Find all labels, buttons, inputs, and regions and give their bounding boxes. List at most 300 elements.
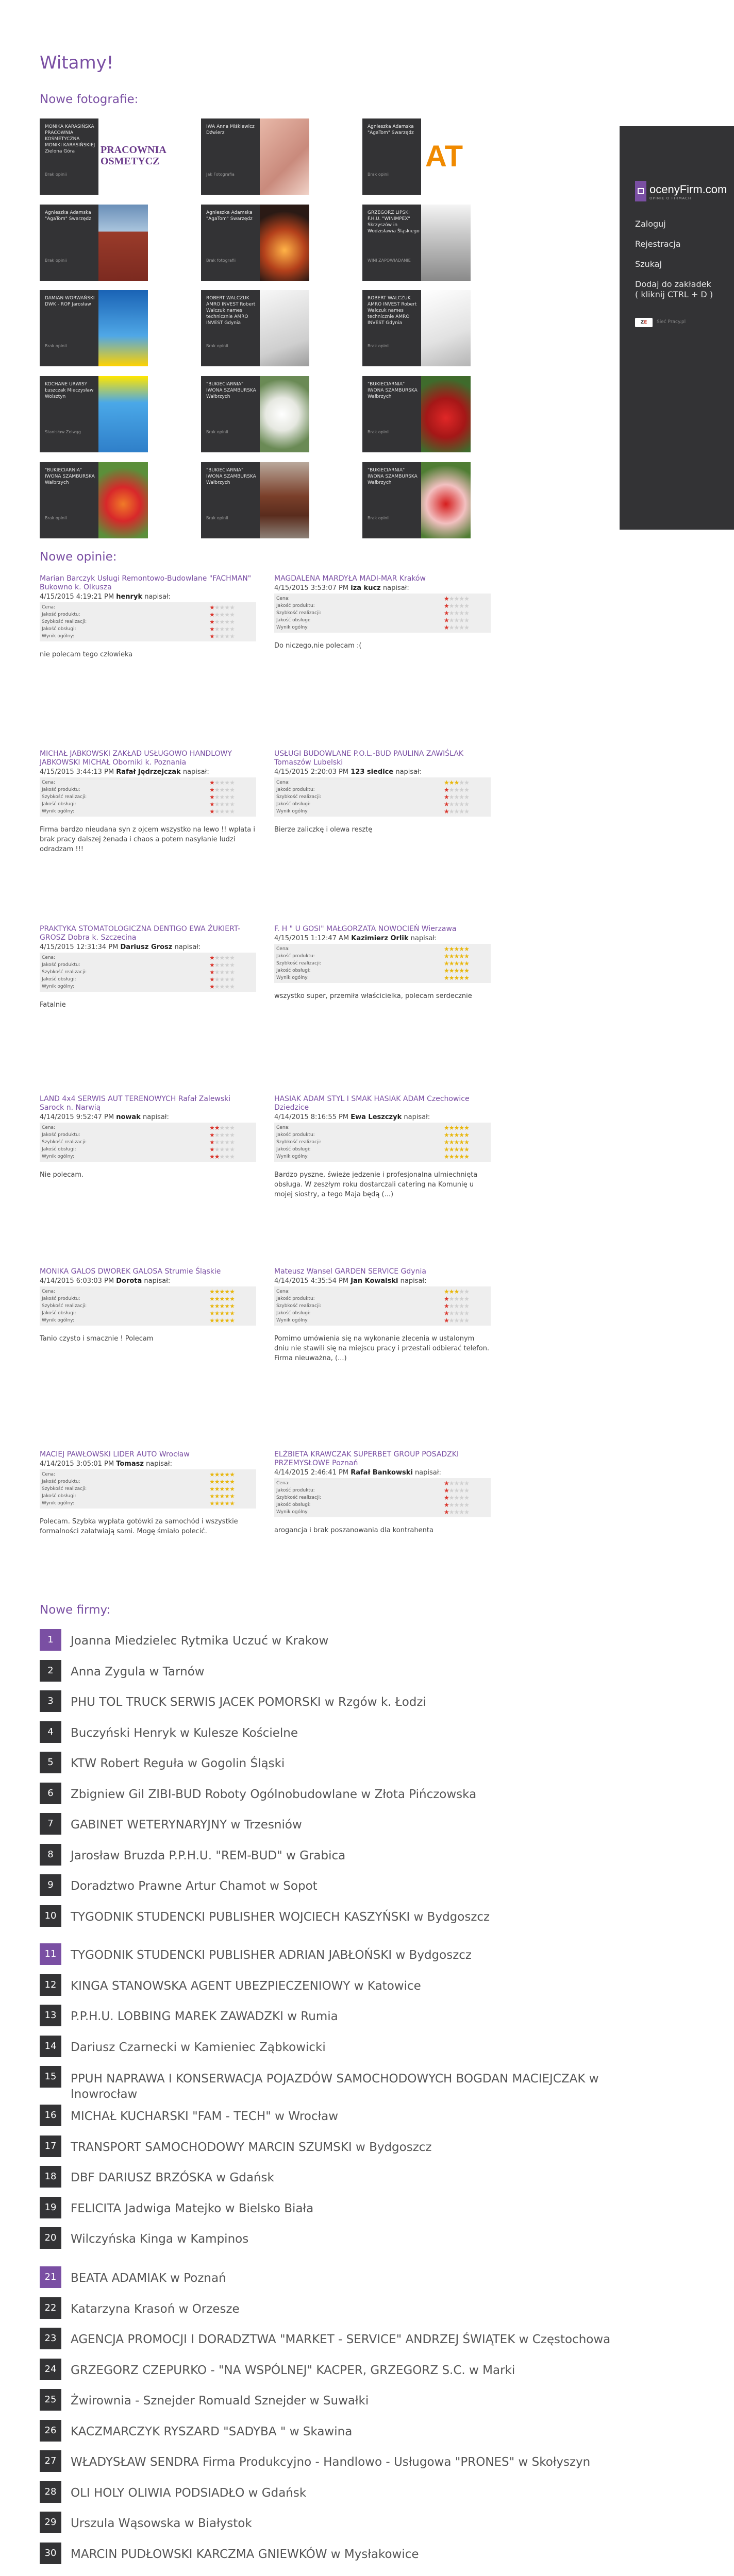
- review-item: [40, 750, 256, 854]
- rating-row: [276, 801, 491, 808]
- review-text: Fatalnie: [40, 1001, 66, 1009]
- photo-thumbnail[interactable]: [98, 290, 148, 366]
- firm-name-link[interactable]: Zbigniew Gil ZIBI-BUD Roboty Ogólnobudowlane w Złota Pińczowska: [71, 1788, 477, 1801]
- firm-list-item[interactable]: [40, 2136, 607, 2157]
- firm-name-link[interactable]: P.P.H.U. LOBBING MAREK ZAWADZKI w Rumia: [71, 2010, 338, 2023]
- review-company-link[interactable]: F. H " U GOSI" MAŁGORZATA NOWOCIEŃ Wierzawa: [274, 925, 457, 933]
- rating-label: Cena:: [42, 1472, 56, 1477]
- review-date: 4/14/2015 2:46:41 PM: [274, 1469, 351, 1477]
- review-author: Tomasz: [116, 1460, 144, 1468]
- star-rating-icon: ★★★★★: [209, 1478, 235, 1485]
- review-date: 4/14/2015 8:16:55 PM: [274, 1113, 351, 1121]
- firm-number-badge: 21: [40, 2266, 61, 2288]
- rating-row: [42, 779, 256, 786]
- firm-list-item[interactable]: [40, 2227, 607, 2249]
- firm-number-badge: 11: [40, 1943, 61, 1965]
- firm-number-badge: 2: [40, 1660, 61, 1682]
- review-company-link[interactable]: MAGDALENA MARDYŁA MADI-MAR Kraków: [274, 574, 426, 583]
- rating-row: [276, 602, 491, 609]
- review-item: [40, 1095, 256, 1180]
- review-suffix: napisał:: [408, 935, 437, 942]
- rating-label: Szybkość realizacji:: [276, 794, 322, 800]
- logo-text: ocenyFirm.com: [649, 183, 727, 196]
- photo-card-company: ROBERT WALCZUK AMRO INVEST Robert Walczuk names technicznie AMRO INVEST Gdynia: [368, 296, 417, 326]
- star-rating-icon: ★★★★★: [209, 1153, 235, 1160]
- review-company-link[interactable]: Marian Barczyk Usługi Remontowo-Budowlane "FACHMAN" Bukowno k. Olkusza: [40, 574, 252, 591]
- star-rating-icon: ★★★★★: [209, 618, 235, 625]
- rating-label: Wynik ogólny:: [276, 625, 309, 630]
- review-suffix: napisał:: [140, 1113, 169, 1121]
- firm-name-link[interactable]: Jarosław Bruzda P.P.H.U. "REM-BUD" w Grabica: [71, 1849, 346, 1862]
- photo-thumbnail[interactable]: [98, 462, 148, 538]
- firm-name-link[interactable]: Katarzyna Krasoń w Orzesze: [71, 2302, 240, 2316]
- star-rating-icon: ★★★★★: [209, 1310, 235, 1317]
- photo-card[interactable]: [362, 462, 471, 538]
- review-text: Nie polecam.: [40, 1171, 84, 1179]
- rating-row: [42, 625, 256, 633]
- firm-list-item[interactable]: [40, 2450, 607, 2472]
- firm-number-badge: 6: [40, 1783, 61, 1804]
- firm-number-badge: 20: [40, 2227, 61, 2249]
- firm-number-badge: 17: [40, 2136, 61, 2157]
- rating-row: [276, 945, 491, 953]
- rating-row: [42, 1493, 256, 1500]
- photo-card[interactable]: [362, 118, 471, 195]
- review-meta: [40, 592, 256, 601]
- rating-label: Wynik ogólny:: [42, 984, 74, 989]
- photo-card-company: Agnieszka Adamska "AgaTom" Swarzędz: [45, 210, 91, 222]
- rating-label: Szybkość realizacji:: [276, 1303, 322, 1309]
- firm-name-link[interactable]: FELICITA Jadwiga Matejko w Bielsko Biała: [71, 2202, 314, 2215]
- star-rating-icon: ★★★★★: [444, 960, 469, 967]
- rating-label: Jakość produktu:: [276, 1488, 315, 1493]
- review-text: Do niczego,nie polecam :(: [274, 642, 362, 650]
- rating-label: Jakość obsługi:: [276, 1502, 311, 1507]
- review-text: Bierze zaliczkę i olewa resztę: [274, 826, 373, 834]
- firm-list-item[interactable]: [40, 1813, 607, 1835]
- photo-card-status: Brak opinii: [45, 258, 67, 263]
- firm-list-item[interactable]: [40, 2359, 607, 2380]
- welcome-heading: Witamy!: [40, 53, 114, 73]
- sidebar-item-search[interactable]: Szukaj: [635, 259, 662, 269]
- star-rating-icon: ★★★★★: [444, 808, 469, 815]
- photo-card-company: Agnieszka Adamska "AgaTom" Swarzędz: [206, 210, 253, 222]
- review-author: Rafał Bankowski: [351, 1469, 413, 1477]
- firm-list-item[interactable]: [40, 2512, 607, 2533]
- review-text: wszystko super, przemiła właścicielka, polecam serdecznie: [274, 992, 472, 1000]
- firm-name-link[interactable]: PPUH NAPRAWA I KONSERWACJA POJAZDÓW SAMOCHODOWYCH BOGDAN MACIEJCZAK w Inowrocław: [71, 2072, 599, 2101]
- review-meta: [40, 1113, 256, 1122]
- firm-name-link[interactable]: Dariusz Czarnecki w Kamieniec Ząbkowicki: [71, 2041, 326, 2054]
- firm-list-item[interactable]: [40, 1905, 607, 1927]
- rating-row: [42, 1139, 256, 1146]
- photo-thumbnail[interactable]: [260, 376, 309, 452]
- rating-row: [42, 1153, 256, 1160]
- rating-label: Jakość produktu:: [276, 1296, 315, 1301]
- photo-thumbnail[interactable]: [260, 462, 309, 538]
- photo-card[interactable]: [201, 376, 309, 452]
- star-rating-icon: ★★★★★: [444, 1494, 469, 1501]
- rating-label: Cena:: [42, 955, 56, 960]
- photo-card-company: GRZEGORZ LIPSKI F.H.U. "WINIMPEX" Skrzyszów in Wodzisławia Śląskiego: [368, 210, 420, 234]
- review-item: [274, 1267, 491, 1363]
- rating-label: Jakość obsługi:: [42, 802, 76, 807]
- rating-label: Jakość obsługi:: [42, 1147, 76, 1152]
- firm-list-item[interactable]: [40, 1974, 607, 1996]
- star-rating-icon: ★★★★★: [209, 1288, 235, 1295]
- firm-list-item[interactable]: [40, 2005, 607, 2026]
- rating-row: [42, 1310, 256, 1317]
- review-author: Dorota: [116, 1277, 142, 1285]
- review-company-link[interactable]: MONIKA GALOS DWOREK GALOSA Strumie Śląskie: [40, 1267, 221, 1276]
- sidebar-item-login[interactable]: Zaloguj: [635, 219, 666, 229]
- firm-name-link[interactable]: GRZEGORZ CZEPURKO - "NA WSPÓLNEJ" KACPER, GRZEGORZ S.C. w Marki: [71, 2364, 515, 2377]
- firm-name-link[interactable]: Buczyński Henryk w Kulesze Kościelne: [71, 1726, 298, 1740]
- review-suffix: napisał:: [180, 768, 209, 776]
- photo-thumbnail[interactable]: [98, 376, 148, 452]
- rating-label: Cena:: [276, 1289, 290, 1294]
- firms-section-title: Nowe firmy:: [40, 1603, 111, 1617]
- photo-thumbnail[interactable]: [421, 205, 471, 281]
- review-company-link[interactable]: PRAKTYKA STOMATOLOGICZNA DENTIGO EWA ŻUKIERT-GROSZ Dobra k. Szczecina: [40, 925, 241, 942]
- firm-name-link[interactable]: Doradztwo Prawne Artur Chamot w Sopot: [71, 1879, 318, 1893]
- rating-row: [42, 1471, 256, 1478]
- firm-list-item[interactable]: [40, 2297, 607, 2319]
- firm-number-badge: 23: [40, 2328, 61, 2349]
- rating-row: [42, 1500, 256, 1507]
- review-item: [40, 1267, 256, 1344]
- photo-card-status: Brak opinii: [368, 172, 390, 177]
- review-date: 4/15/2015 1:12:47 AM: [274, 935, 352, 942]
- rating-row: [42, 1288, 256, 1295]
- firm-list-item[interactable]: [40, 2389, 607, 2411]
- review-company-link[interactable]: USŁUGI BUDOWLANE P.O.L.-BUD PAULINA ZAWIŚLAK Tomaszów Lubelski: [274, 750, 464, 767]
- rating-label: Wynik ogólny:: [276, 1154, 309, 1159]
- rating-row: [276, 1487, 491, 1494]
- review-company-link[interactable]: MICHAŁ JABKOWSKI ZAKŁAD USŁUGOWO HANDLOWY JABKOWSKI MICHAŁ Oborniki k. Poznania: [40, 750, 232, 767]
- review-author: Jan Kowalski: [351, 1277, 398, 1285]
- rating-label: Jakość obsługi:: [42, 977, 76, 982]
- firm-name-link[interactable]: TYGODNIK STUDENCKI PUBLISHER WOJCIECH KASZYŃSKI w Bydgoszcz: [71, 1910, 490, 1924]
- rating-label: Szybkość realizacji:: [42, 1140, 87, 1145]
- review-item: [40, 574, 256, 659]
- star-rating-icon: ★★★★★: [209, 1146, 235, 1153]
- firm-list-item[interactable]: [40, 1874, 607, 1896]
- rating-label: Jakość produktu:: [276, 787, 315, 792]
- review-suffix: napisał:: [172, 943, 201, 951]
- firm-name-link[interactable]: DBF DARIUSZ BRZÓSKA w Gdańsk: [71, 2171, 274, 2184]
- star-rating-icon: ★★★★★: [444, 801, 469, 808]
- firm-name-link[interactable]: Joanna Miedzielec Rytmika Uczuć w Krakow: [71, 1634, 329, 1648]
- firm-number-badge: 13: [40, 2005, 61, 2026]
- firm-name-link[interactable]: KTW Robert Reguła w Gogolin Śląski: [71, 1757, 285, 1770]
- review-date: 4/15/2015 2:20:03 PM: [274, 768, 351, 776]
- review-meta: [40, 1277, 256, 1285]
- photo-thumbnail[interactable]: PRACOWNIA OSMETYCZ: [98, 118, 148, 195]
- star-rating-icon: ★★★★★: [444, 974, 469, 981]
- photo-card[interactable]: [40, 205, 148, 281]
- firm-number-badge: 24: [40, 2359, 61, 2380]
- rating-row: [42, 1478, 256, 1485]
- review-meta: [40, 943, 256, 952]
- photo-card[interactable]: [362, 205, 471, 281]
- sidebar-menu: [635, 219, 713, 310]
- photo-thumbnail[interactable]: [260, 118, 309, 195]
- firm-name-link[interactable]: AGENCJA PROMOCJI I DORADZTWA "MARKET - SERVICE" ANDRZEJ ŚWIĄTEK w Częstochowa: [71, 2333, 611, 2346]
- firm-number-badge: 4: [40, 1721, 61, 1743]
- photo-card-status: Brak opinii: [45, 344, 67, 348]
- rating-label: Cena:: [276, 946, 290, 952]
- star-rating-icon: ★★★★★: [209, 1131, 235, 1139]
- rating-row: [276, 1480, 491, 1487]
- review-company-link[interactable]: ELŻBIETA KRAWCZAK SUPERBET GROUP POSADZKI PRZEMYSŁOWE Poznań: [274, 1450, 459, 1467]
- review-item: [274, 1450, 491, 1535]
- rating-label: Cena:: [276, 780, 290, 785]
- firm-list-item[interactable]: [40, 1660, 607, 1682]
- star-rating-icon: ★★★★★: [209, 1302, 235, 1310]
- rating-row: [42, 801, 256, 808]
- star-rating-icon: ★★★★★: [209, 969, 235, 976]
- review-company-link[interactable]: LAND 4x4 SERWIS AUT TERENOWYCH Rafał Zalewski Sarock n. Narwią: [40, 1095, 231, 1112]
- rating-label: Cena:: [42, 780, 56, 785]
- review-item: [274, 574, 491, 651]
- rating-label: Jakość obsługi:: [276, 968, 311, 973]
- review-author: Ewa Leszczyk: [351, 1113, 402, 1121]
- star-rating-icon: ★★★★★: [209, 1485, 235, 1493]
- firm-number-badge: 18: [40, 2166, 61, 2188]
- review-author: henryk: [116, 593, 143, 601]
- photo-card-company: IWA Anna Miśkiewicz Dźwierz: [206, 124, 255, 135]
- star-rating-icon: ★★★★★: [444, 945, 469, 953]
- rating-row: [42, 954, 256, 961]
- photo-card[interactable]: [201, 462, 309, 538]
- rating-box: [40, 602, 256, 641]
- firm-number-badge: 15: [40, 2066, 61, 2088]
- rating-row: [42, 983, 256, 990]
- rating-label: Cena:: [276, 1125, 290, 1130]
- star-rating-icon: ★★★★★: [444, 609, 469, 617]
- rating-row: [276, 617, 491, 624]
- review-date: 4/15/2015 3:44:13 PM: [40, 768, 116, 776]
- rating-label: Jakość obsługi:: [276, 618, 311, 623]
- photo-thumbnail[interactable]: [421, 462, 471, 538]
- rating-box: [274, 1478, 491, 1517]
- firm-name-link[interactable]: Wilczyńska Kinga w Kampinos: [71, 2232, 249, 2246]
- review-suffix: napisał:: [402, 1113, 430, 1121]
- star-rating-icon: ★★★★★: [209, 779, 235, 786]
- rating-label: Jakość produktu:: [42, 787, 80, 792]
- rating-row: [276, 1317, 491, 1324]
- star-rating-icon: ★★★★★: [444, 1295, 469, 1302]
- star-rating-icon: ★★★★★: [209, 1139, 235, 1146]
- star-rating-icon: ★★★★★: [444, 1310, 469, 1317]
- rating-row: [42, 969, 256, 976]
- firm-list-item[interactable]: [40, 1721, 607, 1743]
- firm-list-item[interactable]: [40, 2197, 607, 2218]
- review-date: 4/14/2015 4:35:54 PM: [274, 1277, 351, 1285]
- photo-card-status: Brak opinii: [45, 172, 67, 177]
- firm-list-item[interactable]: [40, 2481, 607, 2503]
- star-rating-icon: ★★★★★: [444, 953, 469, 960]
- photo-card-company: KOCHANE URWISY Łuszczak Mieczysław Wolsztyn: [45, 382, 94, 399]
- firm-name-link[interactable]: KINGA STANOWSKA AGENT UBEZPIECZENIOWY w Katowice: [71, 1979, 421, 1993]
- rating-row: [276, 960, 491, 967]
- firm-list-item[interactable]: [40, 2105, 607, 2126]
- rating-box: [274, 1286, 491, 1326]
- photo-thumbnail[interactable]: [260, 290, 309, 366]
- firm-list-item[interactable]: [40, 2420, 607, 2442]
- firm-name-link[interactable]: OLI HOLY OLIWIA PODSIADŁO w Gdańsk: [71, 2486, 307, 2500]
- rating-row: [276, 967, 491, 974]
- photo-card[interactable]: [40, 376, 148, 452]
- photo-card[interactable]: [201, 205, 309, 281]
- photo-card[interactable]: [40, 118, 166, 195]
- photo-card[interactable]: [40, 290, 148, 366]
- reviews-section-title: Nowe opinie:: [40, 550, 117, 564]
- firm-number-badge: 19: [40, 2197, 61, 2218]
- review-meta: [274, 1113, 491, 1122]
- photo-card-company: MONIKA KARASIŃSKA PRACOWNIA KOSMETYCZNA MONIKI KARASIŃSKIEJ Zielona Góra: [45, 124, 95, 154]
- star-rating-icon: ★★★★★: [444, 793, 469, 801]
- firm-number-badge: 27: [40, 2450, 61, 2472]
- review-date: 4/15/2015 3:53:07 PM: [274, 584, 351, 592]
- photo-thumbnail[interactable]: [260, 205, 309, 281]
- firm-name-link[interactable]: TYGODNIK STUDENCKI PUBLISHER ADRIAN JABŁOŃSKI w Bydgoszcz: [71, 1948, 472, 1962]
- star-rating-icon: ★★★★★: [209, 1124, 235, 1131]
- firm-list-item[interactable]: [40, 2036, 607, 2057]
- review-meta: [274, 768, 491, 776]
- review-author: Kazimierz Orlik: [351, 935, 409, 942]
- star-rating-icon: ★★★★★: [209, 611, 235, 618]
- photo-card-status: Brak opinii: [45, 516, 67, 520]
- photo-card[interactable]: [201, 118, 309, 195]
- sidebar-item-register[interactable]: Rejestracja: [635, 239, 681, 249]
- review-text: arogancja i brak poszanowania dla kontrahenta: [274, 1527, 433, 1534]
- firm-number-badge: 9: [40, 1874, 61, 1896]
- star-rating-icon: ★★★★★: [209, 808, 235, 815]
- firm-list-item[interactable]: [40, 2328, 611, 2349]
- photo-card[interactable]: [362, 290, 471, 366]
- rating-row: [276, 786, 491, 793]
- rating-label: Szybkość realizacji:: [42, 1486, 87, 1492]
- firm-name-link[interactable]: KACZMARCZYK RYSZARD "SADYBA " w Skawina: [71, 2425, 353, 2438]
- star-rating-icon: ★★★★★: [444, 786, 469, 793]
- rating-row: [276, 1146, 491, 1153]
- rating-label: Szybkość realizacji:: [276, 611, 322, 616]
- review-company-link[interactable]: MACIEJ PAWŁOWSKI LIDER AUTO Wrocław: [40, 1450, 190, 1459]
- sidebar-item-bookmark[interactable]: Dodaj do zakładek: [635, 279, 711, 289]
- star-rating-icon: ★★★★★: [209, 1500, 235, 1507]
- firm-name-link[interactable]: Anna Zygula w Tarnów: [71, 1665, 205, 1679]
- star-rating-icon: ★★★★★: [444, 602, 469, 609]
- photo-card[interactable]: [40, 462, 148, 538]
- review-text: Bardzo pyszne, świeże jedzenie i profesjonalna ulmiechnięta obsługa. W zeszłym roku dostarczali catering na Komunię u mojej siostry, a tego Maja będą (...): [274, 1171, 478, 1198]
- review-text: nie polecam tego człowieka: [40, 651, 133, 658]
- review-meta: [274, 1468, 491, 1477]
- firm-name-link[interactable]: GABINET WETERYNARYJNY w Trzesniów: [71, 1818, 302, 1832]
- photo-thumbnail[interactable]: [421, 290, 471, 366]
- review-suffix: napisał:: [142, 593, 171, 601]
- review-author: 123 siedlce: [351, 768, 394, 776]
- review-author: iza kucz: [351, 584, 381, 592]
- star-rating-icon: ★★★★★: [444, 1139, 469, 1146]
- star-rating-icon: ★★★★★: [209, 625, 235, 633]
- firm-list-item[interactable]: [40, 1943, 607, 1965]
- rating-label: Jakość obsługi:: [276, 802, 311, 807]
- photo-card[interactable]: [201, 290, 309, 366]
- rating-label: Cena:: [42, 1125, 56, 1130]
- firm-list-item[interactable]: [40, 2066, 607, 2101]
- firm-name-link[interactable]: TRANSPORT SAMOCHODOWY MARCIN SZUMSKI w Bydgoszcz: [71, 2141, 432, 2154]
- review-date: 4/15/2015 12:31:34 PM: [40, 943, 121, 951]
- rating-row: [276, 793, 491, 801]
- rating-box: [274, 944, 491, 983]
- logo-subtitle: OPINIE O FIRMACH: [649, 196, 692, 200]
- review-item: [40, 1450, 256, 1536]
- firm-list-item[interactable]: [40, 2166, 607, 2188]
- firm-list-item[interactable]: [40, 1783, 607, 1804]
- firm-name-link[interactable]: Żwirownia - Sznejder Romuald Sznejder w Suwałki: [71, 2394, 369, 2408]
- photo-thumbnail[interactable]: [98, 205, 148, 281]
- firm-list-item[interactable]: [40, 1844, 607, 1866]
- rating-row: [42, 1317, 256, 1324]
- rating-label: Cena:: [42, 605, 56, 610]
- firm-list-item[interactable]: [40, 1629, 607, 1651]
- photo-thumbnail[interactable]: [421, 376, 471, 452]
- review-meta: [274, 1277, 491, 1285]
- rating-row: [276, 595, 491, 602]
- rating-row: [42, 611, 256, 618]
- rating-row: [276, 974, 491, 981]
- rating-label: Jakość obsługi:: [42, 1311, 76, 1316]
- firm-name-link[interactable]: Urszula Wąsowska w Białystok: [71, 2517, 252, 2530]
- firm-list-item[interactable]: [40, 2266, 607, 2288]
- photo-thumbnail[interactable]: AT: [421, 118, 471, 195]
- firm-name-link[interactable]: MICHAŁ KUCHARSKI "FAM - TECH" w Wrocław: [71, 2110, 339, 2123]
- firm-name-link[interactable]: BEATA ADAMIAK w Poznań: [71, 2272, 226, 2285]
- firm-name-link[interactable]: WŁADYSŁAW SENDRA Firma Produkcyjno - Handlowo - Usługowa "PRONES" w Skołyszyn: [71, 2455, 591, 2469]
- firm-name-link[interactable]: MARCIN PUDŁOWSKI KARCZMA GNIEWKÓW w Mysłakowice: [71, 2548, 419, 2561]
- star-rating-icon: ★★★★★: [209, 1295, 235, 1302]
- rating-label: Cena:: [42, 1289, 56, 1294]
- sidebar-item-bookmark-hint: ( kliknij CTRL + D ): [635, 290, 713, 299]
- star-rating-icon: ★★★★★: [209, 954, 235, 961]
- review-company-link[interactable]: HASIAK ADAM STYL I SMAK HASIAK ADAM Czechowice Dziedzice: [274, 1095, 470, 1112]
- photo-card-status: WINI ZAPOWIADANIE: [368, 258, 411, 263]
- photo-card-company: DAMIAN WORWAŃSKI DWK - ROP Jarosław: [45, 296, 95, 307]
- firm-list-item[interactable]: [40, 1752, 607, 1773]
- rating-label: Jakość produktu:: [276, 954, 315, 959]
- photo-card[interactable]: [362, 376, 471, 452]
- firm-list-item[interactable]: [40, 2543, 607, 2564]
- rating-row: [276, 1124, 491, 1131]
- partner-badge-icon: ZE: [635, 318, 653, 327]
- rating-row: [276, 1302, 491, 1310]
- rating-label: Cena:: [276, 1481, 290, 1486]
- rating-label: Jakość obsługi:: [276, 1311, 311, 1316]
- firm-name-link[interactable]: PHU TOL TRUCK SERWIS JACEK POMORSKI w Rzgów k. Łodzi: [71, 1696, 426, 1709]
- photo-card-company: ROBERT WALCZUK AMRO INVEST Robert Walczuk names technicznie AMRO INVEST Gdynia: [206, 296, 256, 326]
- rating-box: [274, 1123, 491, 1162]
- firm-list-item[interactable]: [40, 1690, 607, 1712]
- rating-label: Cena:: [276, 596, 290, 601]
- review-company-link[interactable]: Mateusz Wansel GARDEN SERVICE Gdynia: [274, 1267, 426, 1276]
- rating-row: [42, 1124, 256, 1131]
- rating-row: [42, 604, 256, 611]
- review-meta: [274, 584, 491, 592]
- photo-card-status: Brak opinii: [206, 430, 228, 434]
- review-item: [274, 750, 491, 835]
